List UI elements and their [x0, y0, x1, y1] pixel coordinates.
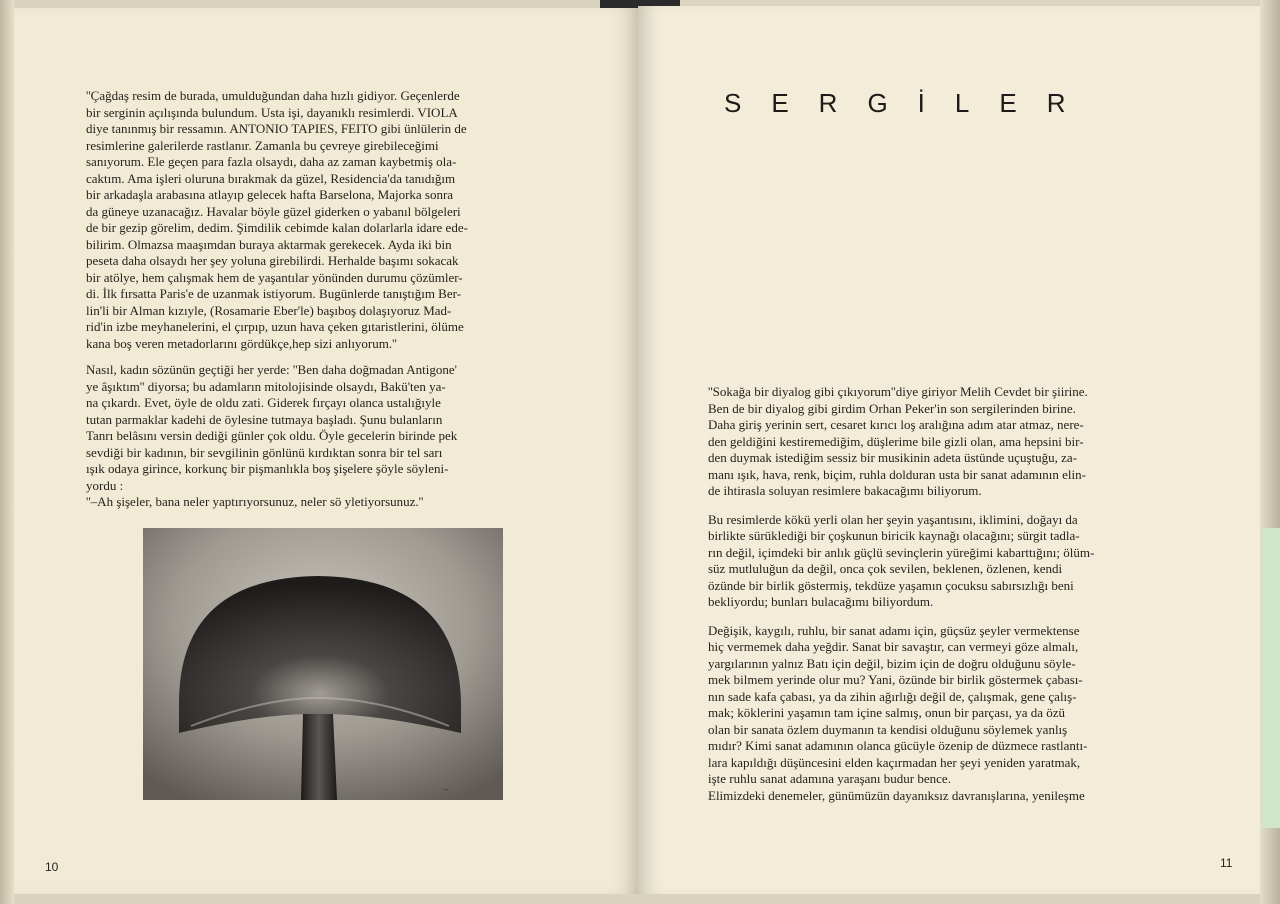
book-edge-left [0, 0, 14, 904]
page-number-left: 10 [45, 860, 59, 874]
page-number-right: 11 [1220, 856, 1233, 870]
left-paragraph-2: Nasıl, kadın sözünün geçtiği her yerde: ''Ben daha doğmadan Antigone' ye âşıktım'' diyorsa; bu adamların mitolojisinde olsaydı, Bakü'ten ya- na çıkardı. Evet, öyle de oldu zati. Giderek fırçayı olanca ustalığıyle tutan parmaklar kadehi de öylesine tutmaya başladı. Şunu bulanların Tanrı belâsını versin dediği günler çok oldu. Öyle gecelerin birinde pek sevdiği bir kadının, bir sevgilinin gönlünü kırdıktan sonra bir tel sarı ışık odaya girince, korkunç bir pişmanlıkla boş şişelere şöyle söyleni- yordu : ''–Ah şişeler, bana neler yaptırıyorsunuz, neler sö yletiyorsunuz.'' [86, 362, 458, 509]
left-paragraph-1: ''Çağdaş resim de burada, umulduğundan daha hızlı gidiyor. Geçenlerde bir serginin açılışında bulundum. Usta işi, dayanıklı resimlerdi. VIOLA diye tanınmış bir ressamın. ANTONIO TAPIES, FEITO gibi ünlülerin de resimlerine galerilerde rastlanır. Zamanla bu çevreye girebileceğimi sanıyorum. Ele geçen para fazla olsaydı, daha az zaman kaybetmiş ola- caktım. Ama işleri oluruna bırakmak da güzel, Residencia'da tanıdığım bir arkadaşla arabasına atlayıp gelecek hafta Barselona, Majorka sonra da güneye uzanacağız. Havalar böyle güzel giderken o yabanıl bölgeleri de bir gezip görelim, dedim. Şimdilik cebimde kalan dolarlarla idare ede- bilirim. Olmazsa maaşımdan buraya aktarmak gerekecek. Ayda iki bin peseta daha olsaydı her şey yoluna girebilirdi. Herhalde başımı sokacak bir atölye, hem çalışmak hem de yaşantılar yönünden durumu çözümler- di. İlk fırsatta Paris'e de uzanmak istiyorum. Bugünlerde tanıştığım Ber- lin'li bir Alman kızıyle, (Rosamarie Eber'le) başıboş dolaşıyoruz Mad- rid'in izbe meyhanelerini, el çırpıp, uzun hava çeken gıtaristlerini, ölüme kana boş veren metadorlarını gördükçe,hep sizi anlıyorum.'' [86, 88, 468, 351]
right-paragraph-2: Bu resimlerde kökü yerli olan her şeyin yaşantısını, iklimini, doğayı da birlikte sürüklediği bir çoşkunun biricik kaynağı olacağını; sürgit tadla- rın değil, içimdeki bir anlık güçlü sevinçlerin yüreğimi kabarttığını; ölüm- süz mutluluğun da değil, onca çok sevilen, beklenen, özlenen, kendi özünde bir birlik göstermiş, tekdüze yaşamın çocuksu sabırsızlığı beni bekliyordu; bunları bulacağımı biliyordum. [708, 511, 1095, 609]
right-text-column [708, 384, 1182, 804]
right-paragraph-3: Değişik, kaygılı, ruhlu, bir sanat adamı için, güçsüz şeyler vermektense hiç vermemek daha yeğdir. Sanat bir savaştır, can vermeyi göze almalı, yargılarının yalnız Batı için değil, bizim için de doğru olduğunu söyle- mek bilmem yerinde olur mu? Yani, özünde bir birlik göstermek çabası- nın sade kafa çabası, ya da zihin ağırlığı değil de, çalışmak, gene çalış- mak; köklerini yaşamın tam içine salmış, onun bir parçası, ya da özü olan bir sanata özlem duymanın ta kendisi olduğunu söylemek yanlış mıdır? Kimi sanat adamının olanca gücüyle özenip de düzmece rastlantı- lara kapıldığı düşüncesini elden kaçırmadan her şeyi yeniden yaratmak, işte ruhlu sanat adamına yaraşanı budur bence. Elimizdeki denemeler, günümüzün dayanıksız davranışlarına, yenileşme [708, 622, 1088, 803]
painting-photo [143, 528, 503, 800]
book-edge-tab [1262, 528, 1280, 828]
left-text-column [86, 88, 556, 521]
left-page [14, 8, 638, 894]
painting-image [143, 528, 503, 800]
right-paragraph-1: ''Sokağa bir diyalog gibi çıkıyorum''diye giriyor Melih Cevdet bir şiirine. Ben de bir diyalog gibi girdim Orhan Peker'in son sergilerinden birine. Daha giriş yerinin sert, cesaret kırıcı loş aralığına adım atar atmaz, nere- den geldiğini kestiremediğim, düşlerime bile gizli olan, ama hepsini bir- den duymak istediğim sessiz bir musikinin adeta üstünde uçuştuğu, za- manı ışık, hava, renk, biçim, ruhla dolduran usta bir sanat adamının elin- de ihtirasla soluyan resimlere bakacağımı biliyorum. [708, 384, 1088, 498]
section-title: SERGİLER [724, 88, 1096, 118]
svg-text:~: ~ [443, 785, 449, 796]
right-page [638, 6, 1260, 894]
